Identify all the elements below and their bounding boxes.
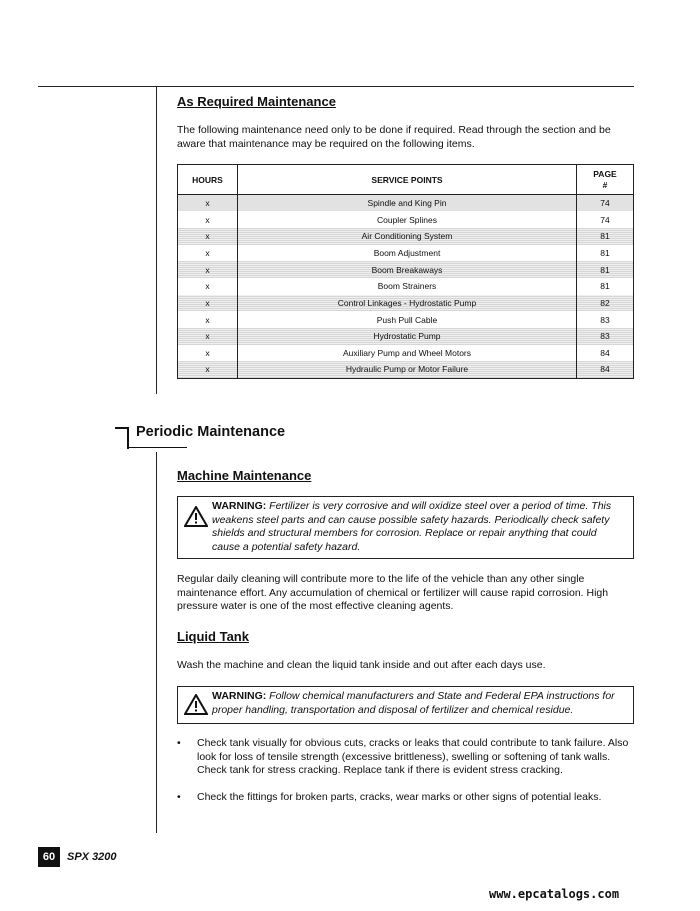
cell-hours: x (178, 328, 238, 345)
table-row (178, 311, 634, 328)
cell-page: 84 (577, 345, 634, 362)
cell-service-point: Auxiliary Pump and Wheel Motors (238, 345, 577, 362)
cell-service-point: Spindle and King Pin (238, 195, 577, 212)
cell-page: 81 (577, 245, 634, 262)
table-row (178, 328, 634, 345)
machine-maintenance-paragraph: Regular daily cleaning will contribute more to the life of the vehicle than any other single maintenance effort. Any accumulation of chemical or fertilizer will cause rapid corrosion. High pressure water is one of the most effective cleaning agents. (177, 573, 609, 612)
cell-page: 83 (577, 328, 634, 345)
table-row (178, 361, 634, 378)
page-number: 60 (38, 847, 60, 867)
cell-hours: x (178, 228, 238, 245)
cell-page: 81 (577, 261, 634, 278)
warning-body: Fertilizer is very corrosive and will oxidize steel over a period of time. This weakens steel parts and can cause possible safety hazards. Periodically check safety shields and structural members for corrosion. Replace or repair anything that could cause a potential safety hazard. (212, 500, 612, 553)
list-item (177, 791, 637, 805)
warning-label: WARNING: (212, 500, 267, 512)
table-row (178, 228, 634, 245)
cell-hours: x (178, 261, 238, 278)
table-row (178, 245, 634, 262)
cell-page: 81 (577, 278, 634, 295)
cell-service-point: Control Linkages - Hydrostatic Pump (238, 295, 577, 312)
cell-hours: x (178, 211, 238, 228)
cell-service-point: Coupler Splines (238, 211, 577, 228)
cell-page: 74 (577, 195, 634, 212)
warning-text-epa (212, 690, 627, 717)
service-points-table (177, 164, 634, 379)
cell-hours: x (178, 295, 238, 312)
cell-hours: x (178, 361, 238, 378)
cell-hours: x (178, 311, 238, 328)
cell-service-point: Hydraulic Pump or Motor Failure (238, 361, 577, 378)
liquid-tank-heading: Liquid Tank (177, 629, 249, 644)
cell-service-point: Boom Strainers (238, 278, 577, 295)
cell-hours: x (178, 245, 238, 262)
table-row (178, 345, 634, 362)
liquid-tank-paragraph: Wash the machine and clean the liquid tank inside and out after each days use. (177, 659, 546, 671)
cell-page: 82 (577, 295, 634, 312)
bullet-text: Check the fittings for broken parts, cracks, wear marks or other signs of potential leaks. (197, 791, 602, 803)
cell-page: 83 (577, 311, 634, 328)
warning-box-corrosion (177, 496, 634, 559)
top-rule (38, 86, 634, 87)
warning-triangle-icon (184, 506, 212, 532)
header-page (577, 165, 634, 195)
bullet-marker: • (177, 737, 181, 749)
table-row (178, 261, 634, 278)
cell-hours: x (178, 345, 238, 362)
warning-body: Follow chemical manufacturers and State and Federal EPA instructions for proper handling, transportation and disposal of fertilizer and chemical residue. (212, 690, 615, 716)
section-bracket-bottom (127, 447, 187, 448)
cell-service-point: Hydrostatic Pump (238, 328, 577, 345)
table-body (178, 195, 634, 379)
machine-maintenance-heading: Machine Maintenance (177, 468, 312, 483)
header-service-points: SERVICE POINTS (238, 165, 577, 195)
warning-triangle-icon (184, 694, 212, 720)
cell-service-point: Boom Adjustment (238, 245, 577, 262)
table-row (178, 295, 634, 312)
cell-page: 81 (577, 228, 634, 245)
table-row (178, 211, 634, 228)
left-margin-rule-lower (156, 452, 157, 833)
header-hours: HOURS (178, 165, 238, 195)
warning-text-corrosion (212, 500, 627, 554)
table-row (178, 278, 634, 295)
table-row (178, 195, 634, 212)
cell-service-point: Boom Breakaways (238, 261, 577, 278)
list-item (177, 737, 637, 778)
cell-hours: x (178, 195, 238, 212)
warning-box-epa (177, 686, 634, 724)
cell-service-point: Air Conditioning System (238, 228, 577, 245)
cell-page: 74 (577, 211, 634, 228)
left-margin-rule (156, 86, 157, 394)
model-name: SPX 3200 (67, 851, 117, 863)
cell-page: 84 (577, 361, 634, 378)
header-page-label: PAGE # (593, 168, 617, 190)
watermark-url: www.epcatalogs.com (489, 887, 620, 901)
table-header-row (178, 165, 634, 195)
periodic-maintenance-title: Periodic Maintenance (136, 424, 286, 440)
as-required-intro: The following maintenance need only to be done if required. Read through the section and be aware that maintenance may be required on the following items. (177, 124, 611, 150)
warning-label: WARNING: (212, 690, 267, 702)
cell-service-point: Push Pull Cable (238, 311, 577, 328)
bullet-text: Check tank visually for obvious cuts, cracks or leaks that could contribute to tank failure. Also look for loss of tensile strength (excessive brittleness), swelling or softening of tank walls. Check tank for stress cracking. Replace tank if there is evident stress cracking. (197, 737, 629, 776)
bullet-marker: • (177, 791, 181, 803)
as-required-heading: As Required Maintenance (177, 94, 336, 109)
cell-hours: x (178, 278, 238, 295)
section-bracket-side (127, 427, 129, 449)
